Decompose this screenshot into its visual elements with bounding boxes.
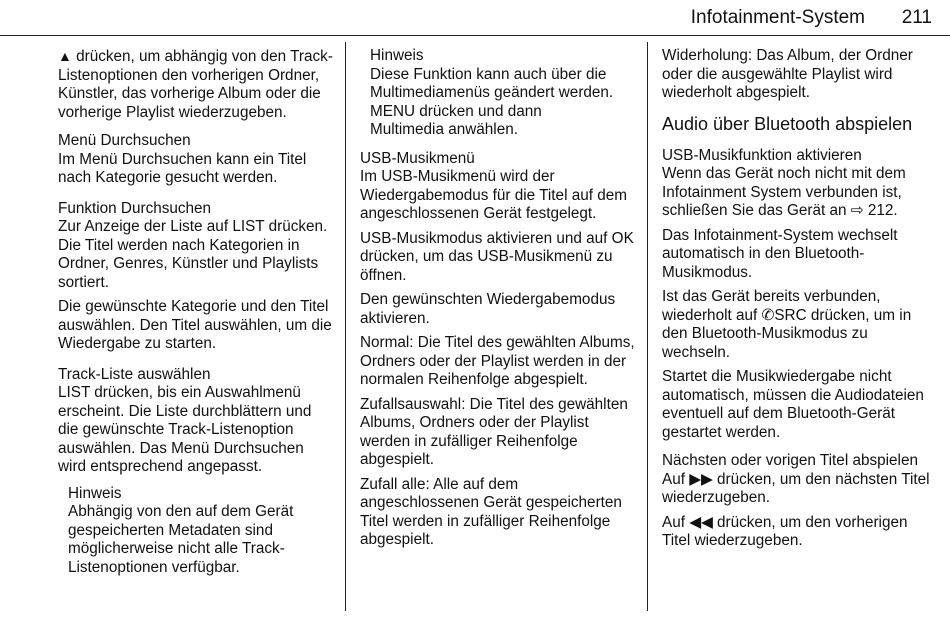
note-box: [370, 47, 636, 140]
section-heading: USB-Musikfunktion aktivieren: [662, 146, 862, 164]
note-text: Diese Funktion kann auch über die Multimediamenüs geändert werden. MENU drücken und dann Multimedia anwählen.: [370, 65, 614, 138]
next-track-icon: ▶▶: [689, 470, 713, 488]
phone-src-key: ✆SRC: [761, 306, 807, 324]
term-label: Zufallsauswahl: [360, 395, 462, 413]
key-label: LIST: [232, 218, 265, 235]
column-divider: [647, 42, 648, 611]
header-rule: [0, 35, 950, 36]
page-reference: ⇨ 212.: [850, 202, 898, 219]
paragraph: Das Infotainment-System wechselt automatisch in den Bluetooth-Musikmodus.: [662, 226, 898, 281]
section-heading: Menü Durchsuchen: [58, 132, 191, 149]
triangle-up-icon: ▲: [58, 48, 72, 64]
paragraph: Startet die Musikwiedergabe nicht automatisch, müssen die Audiodateien eventuell auf dem Bluetooth-Gerät gestartet werden.: [662, 368, 924, 441]
paragraph: Zufallsauswahl: Die Titel des gewählten Albums, Ordners oder der Playlist werden in zufälliger Reihenfolge abgespielt.: [360, 395, 628, 468]
section-heading: Nächsten oder vorigen Titel abspielen: [662, 452, 918, 469]
section-heading: Funktion Durchsuchen: [58, 199, 212, 217]
paragraph: Den gewünschten Wiedergabemodus aktivieren.: [360, 291, 616, 327]
column-left: [58, 47, 334, 583]
term-label: Zufall alle: [360, 475, 426, 493]
section-heading: USB-Musikmenü: [360, 149, 475, 167]
term-label: Normal: [360, 334, 410, 351]
column-divider: [345, 42, 346, 611]
term-label: Widerholung: [662, 47, 748, 64]
header-title: Infotainment-System: [690, 7, 865, 28]
column-middle: [360, 47, 636, 556]
paragraph: Im Menü Durchsuchen kann ein Titel nach Kategorie gesucht werden.: [58, 150, 307, 186]
paragraph: Auf ▶▶ drücken, um den nächsten Titel wiederzugeben.: [662, 470, 930, 506]
note-heading: Hinweis: [370, 47, 424, 64]
paragraph: Im USB-Musikmenü wird der Wiedergabemodus für die Titel auf dem angeschlossenen Gerät festgelegt.: [360, 168, 627, 222]
note-box: [68, 485, 334, 578]
page-number: 211: [901, 7, 932, 28]
key-label: OK: [611, 229, 634, 247]
section-title: Audio über Bluetooth abspielen: [662, 113, 913, 134]
paragraph: Ist das Gerät bereits verbunden, wiederholt auf ✆SRC drücken, um in den Bluetooth-Musikmodus zu wechseln.: [662, 288, 912, 361]
paragraph: USB-Musikmodus aktivieren und auf OK drücken, um das USB-Musikmenü zu öffnen.: [360, 229, 634, 284]
previous-track-icon: ◀◀: [689, 513, 713, 531]
note-text: Abhängig von den auf dem Gerät gespeicherten Metadaten sind möglicherweise nicht alle Track-Listenoptionen verfügbar.: [68, 503, 294, 576]
paragraph: Normal: Die Titel des gewählten Albums, Ordners oder der Playlist werden in der normalen Reihenfolge abgespielt.: [360, 334, 635, 388]
column-right: [662, 47, 938, 557]
key-label: Multimedia: [370, 121, 444, 138]
section-heading: Track-Liste auswählen: [58, 365, 211, 383]
paragraph: Auf ◀◀ drücken, um den vorherigen Titel wiederzugeben.: [662, 513, 908, 549]
paragraph: Zur Anzeige der Liste auf LIST drücken. Die Titel werden nach Kategorien in Ordner, Genres, Künstler und Playlists sortiert.: [58, 218, 328, 291]
page-header: [0, 0, 950, 40]
key-label: MENU: [370, 102, 416, 120]
paragraph: ▲ drücken, um abhängig von den Track-Listenoptionen den vorherigen Ordner, Künstler, das vorherige Album oder die vorherige Playlist wiederzugeben.: [58, 48, 333, 121]
paragraph: Wenn das Gerät noch nicht mit dem Infotainment System verbunden ist, schließen Sie das Gerät an ⇨ 212.: [662, 165, 906, 219]
paragraph: LIST drücken, bis ein Auswahlmenü erscheint. Die Liste durchblättern und die gewünschte Track-Listenoption auswählen. Das Menü Durchsuchen wird entsprechend angepasst.: [58, 384, 312, 475]
paragraph: Die gewünschte Kategorie und den Titel auswählen. Den Titel auswählen, um die Wiedergabe zu starten.: [58, 298, 332, 352]
paragraph: Zufall alle: Alle auf dem angeschlossenen Gerät gespeicherten Titel werden in zufälliger Reihenfolge abgespielt.: [360, 475, 622, 548]
note-heading: Hinweis: [68, 484, 122, 502]
key-label: LIST: [58, 384, 91, 401]
paragraph: Widerholung: Das Album, der Ordner oder die ausgewählte Playlist wird wiederholt abgespielt.: [662, 47, 913, 101]
